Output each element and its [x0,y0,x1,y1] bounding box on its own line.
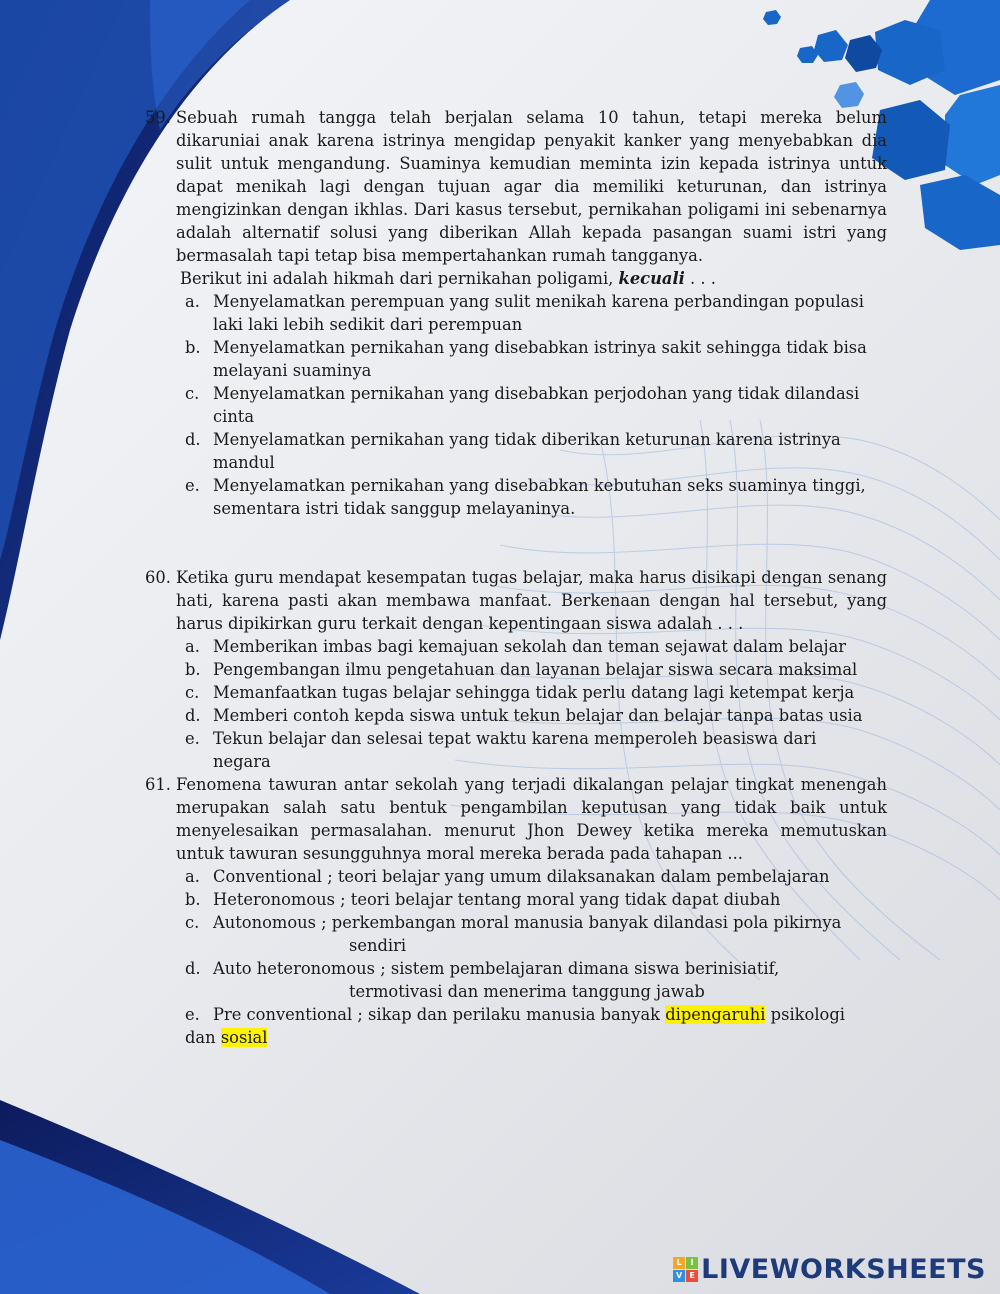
options-59 [145,290,887,520]
option-60-d[interactable] [145,704,887,727]
option-59-e[interactable] [145,474,887,520]
lead-emphasis: kecuali [618,269,685,288]
option-letter: d. [185,706,201,725]
question-number: 59. [145,108,171,127]
option-60-a[interactable] [145,635,887,658]
option-letter: c. [185,913,200,932]
option-60-e[interactable] [145,727,887,773]
question-lead [145,267,887,290]
option-61-e-line2 [145,1026,887,1049]
option-letter: e. [185,729,200,748]
question-number: 61. [145,775,171,794]
option-letter: b. [185,660,201,679]
bottom-swoosh [0,1100,420,1294]
question-stem: Sebuah rumah tangga telah berjalan selama 10 tahun, tetapi mereka belum dikaruniai anak karena istrinya mengidap penyakit kanker yang menyebabkan dia sulit untuk mengandung. Suaminya kemudian meminta izin kepada istrinya untuk dapat menikah lagi dengan tujuan agar dia memiliki keturunan, dan istrinya mengizinkan dengan ikhlas. Dari kasus tersebut, pernikahan poligami ini sebenarnya adalah alternatif solusi yang diberikan Allah kepada pasangan suami istri yang bermasalah tapi tetap bisa mempertahankan rumah tangganya. [176,108,887,265]
question-60 [145,566,887,635]
worksheet-content [145,106,887,1049]
option-text: Pre conventional ; sikap dan perilaku manusia banyak [213,1005,661,1024]
option-text: Pengembangan ilmu pengetahuan dan layanan belajar siswa secara maksimal [213,660,858,679]
option-61-e[interactable] [145,1003,887,1026]
option-text: Menyelamatkan pernikahan yang disebabkan kebutuhan seks suaminya tinggi, sementara istri tidak sanggup melayaninya. [213,476,866,518]
option-59-c[interactable] [145,382,887,428]
option-text: Autonomous ; perkembangan moral manusia banyak dilandasi pola pikirnya [213,913,842,932]
option-text: Memberi contoh kepda siswa untuk tekun belajar dan belajar tanpa batas usia [213,706,863,725]
logo-wordmark: LIVEWORKSHEETS [701,1254,986,1285]
option-text-line2: dan [185,1028,216,1047]
option-text: Conventional ; teori belajar yang umum dilaksanakan dalam pembelajaran [213,867,830,886]
option-letter: d. [185,430,201,449]
option-letter: b. [185,890,201,909]
option-61-b[interactable] [145,888,887,911]
option-59-a[interactable] [145,290,887,336]
logo-tile: L [673,1257,685,1269]
option-61-c[interactable] [145,911,887,957]
logo-tile: V [673,1270,685,1282]
option-letter: c. [185,384,200,403]
option-letter: e. [185,476,200,495]
spacer [145,520,887,566]
question-61 [145,773,887,865]
lead-end: . . . [684,269,716,288]
logo-tiles-icon [673,1257,698,1282]
option-letter: a. [185,292,200,311]
option-text: Memanfaatkan tugas belajar sehingga tidak perlu datang lagi ketempat kerja [213,683,855,702]
option-letter: b. [185,338,201,357]
option-60-b[interactable] [145,658,887,681]
option-text-cont: sendiri [349,936,407,955]
logo-tile: I [686,1257,698,1269]
options-60 [145,635,887,773]
option-letter: a. [185,637,200,656]
option-text: Menyelamatkan pernikahan yang disebabkan istrinya sakit sehingga tidak bisa melayani suaminya [213,338,867,380]
option-59-d[interactable] [145,428,887,474]
liveworksheets-logo[interactable] [673,1254,986,1285]
option-59-b[interactable] [145,336,887,382]
options-61 [145,865,887,1049]
option-text: Tekun belajar dan selesai tepat waktu karena memperoleh beasiswa dari negara [213,729,817,771]
logo-tile: E [686,1270,698,1282]
option-text-mid: psikologi [770,1005,845,1024]
option-letter: c. [185,683,200,702]
option-text: Menyelamatkan pernikahan yang disebabkan perjodohan yang tidak dilandasi cinta [213,384,860,426]
option-text-cont: termotivasi dan menerima tanggung jawab [349,982,705,1001]
option-60-c[interactable] [145,681,887,704]
highlight-dipengaruhi: dipengaruhi [665,1005,766,1024]
option-text: Memberikan imbas bagi kemajuan sekolah dan teman sejawat dalam belajar [213,637,847,656]
option-text: Menyelamatkan perempuan yang sulit menikah karena perbandingan populasi laki laki lebih sedikit dari perempuan [213,292,864,334]
question-number: 60. [145,568,171,587]
option-letter: a. [185,867,200,886]
option-text: Heteronomous ; teori belajar tentang moral yang tidak dapat diubah [213,890,781,909]
option-text: Menyelamatkan pernikahan yang tidak diberikan keturunan karena istrinya mandul [213,430,841,472]
question-59 [145,106,887,267]
option-61-a[interactable] [145,865,887,888]
question-stem: Fenomena tawuran antar sekolah yang terjadi dikalangan pelajar tingkat menengah merupakan salah satu bentuk pengambilan keputusan yang tidak baik untuk menyelesaikan permasalahan. menurut Jhon Dewey ketika mereka memutuskan untuk tawuran sesungguhnya moral mereka berada pada tahapan ... [176,775,887,863]
option-letter: e. [185,1005,200,1024]
option-letter: d. [185,959,201,978]
option-61-d[interactable] [145,957,887,1003]
lead-text: Berikut ini adalah hikmah dari pernikahan poligami, [180,269,614,288]
highlight-sosial: sosial [220,1028,268,1047]
question-stem: Ketika guru mendapat kesempatan tugas belajar, maka harus disikapi dengan senang hati, karena pasti akan membawa manfaat. Berkenaan dengan hal tersebut, yang harus dipikirkan guru terkait dengan kepentingaan siswa adalah . . . [176,568,887,633]
option-text: Auto heteronomous ; sistem pembelajaran dimana siswa berinisiatif, [213,959,780,978]
